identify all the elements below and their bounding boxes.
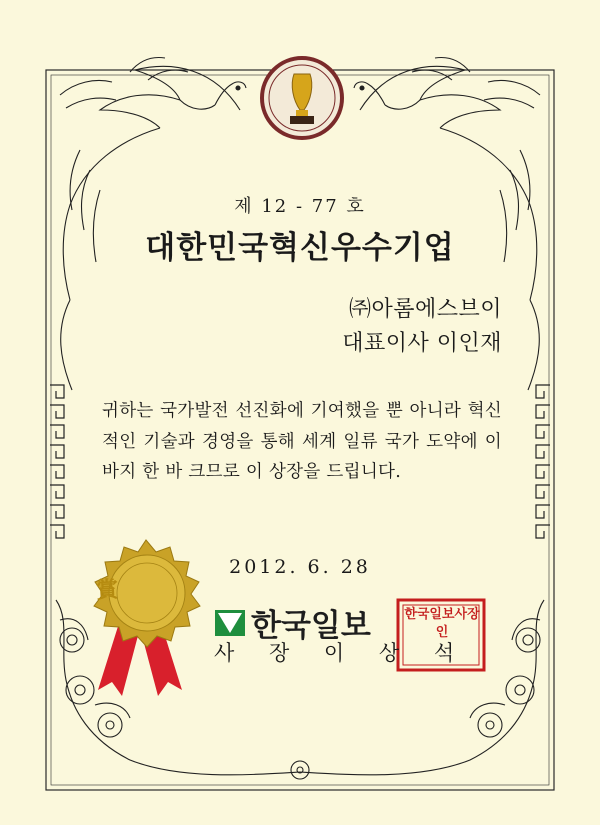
hankook-ilbo-logo-icon (215, 610, 245, 636)
recipient-ceo: 대표이사 이인재 (342, 331, 502, 356)
certificate-number: 제 12 - 77 호 (234, 196, 366, 217)
issuer-logo-text: 한국일보 (251, 608, 371, 644)
award-date: 2012. 6. 28 (229, 556, 371, 578)
certificate-body: 귀하는 국가발전 선진화에 기여했을 뿐 아니라 혁신적인 기술과 경영을 통해 세계 일류 국가 도약에 이바지 한 바 크므로 이 상장을 드립니다. (102, 401, 502, 482)
trophy-emblem-icon (262, 58, 342, 138)
certificate-title: 대한민국혁신우수기업 (145, 230, 455, 266)
issuer-title: 사 장 이 상 석 (214, 641, 469, 665)
seal-label: 賞 (95, 576, 119, 604)
recipient-company: ㈜아롬에스브이 (348, 297, 502, 322)
stamp-text: 한국일보사장인 (404, 607, 480, 640)
